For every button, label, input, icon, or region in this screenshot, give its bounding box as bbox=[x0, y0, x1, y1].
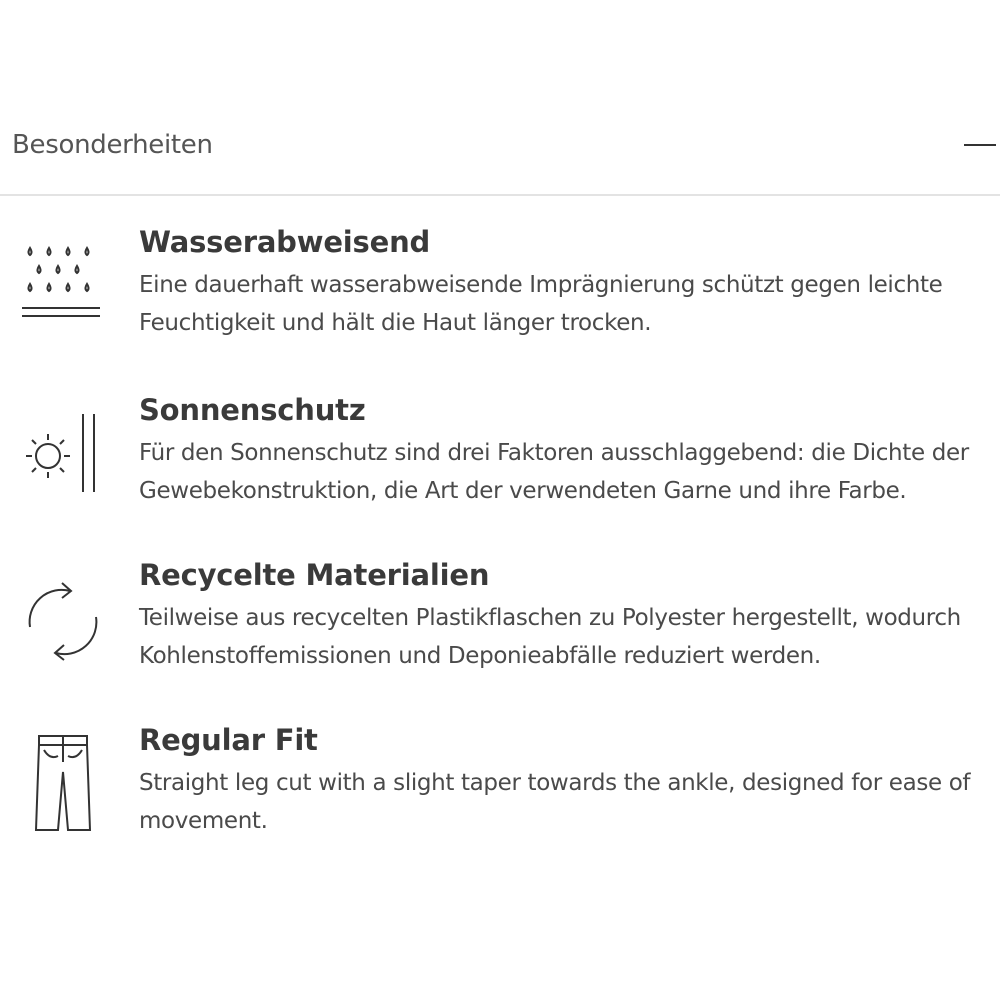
feature-text bbox=[139, 224, 994, 342]
feature-description: Für den Sonnenschutz sind drei Faktoren ausschlaggebend: die Dichte der Gewebekonstruktion, die Art der verwendeten Garne und ihre Farbe. bbox=[139, 440, 969, 504]
feature-text bbox=[139, 392, 994, 510]
feature-description: Straight leg cut with a slight taper towards the ankle, designed for ease of movement. bbox=[139, 770, 971, 834]
minus-icon[interactable] bbox=[962, 144, 1000, 148]
feature-title: Regular Fit bbox=[139, 723, 318, 757]
recycle-icon bbox=[18, 573, 106, 673]
accordion-title: Besonderheiten bbox=[12, 130, 213, 160]
feature-text bbox=[139, 722, 994, 840]
accordion-header[interactable] bbox=[0, 118, 1000, 196]
sun-protection-icon bbox=[18, 410, 106, 510]
feature-title: Sonnenschutz bbox=[139, 393, 366, 427]
water-repellent-icon bbox=[18, 242, 106, 342]
feature-description: Eine dauerhaft wasserabweisende Imprägnierung schützt gegen leichte Feuchtigkeit und hält die Haut länger trocken. bbox=[139, 272, 943, 336]
trousers-icon bbox=[18, 732, 106, 832]
feature-title: Recycelte Materialien bbox=[139, 558, 490, 592]
feature-text bbox=[139, 557, 994, 675]
feature-title: Wasserabweisend bbox=[139, 225, 431, 259]
feature-description: Teilweise aus recycelten Plastikflaschen zu Polyester hergestellt, wodurch Kohlenstoffemissionen und Deponieabfälle reduziert werden. bbox=[139, 605, 961, 669]
